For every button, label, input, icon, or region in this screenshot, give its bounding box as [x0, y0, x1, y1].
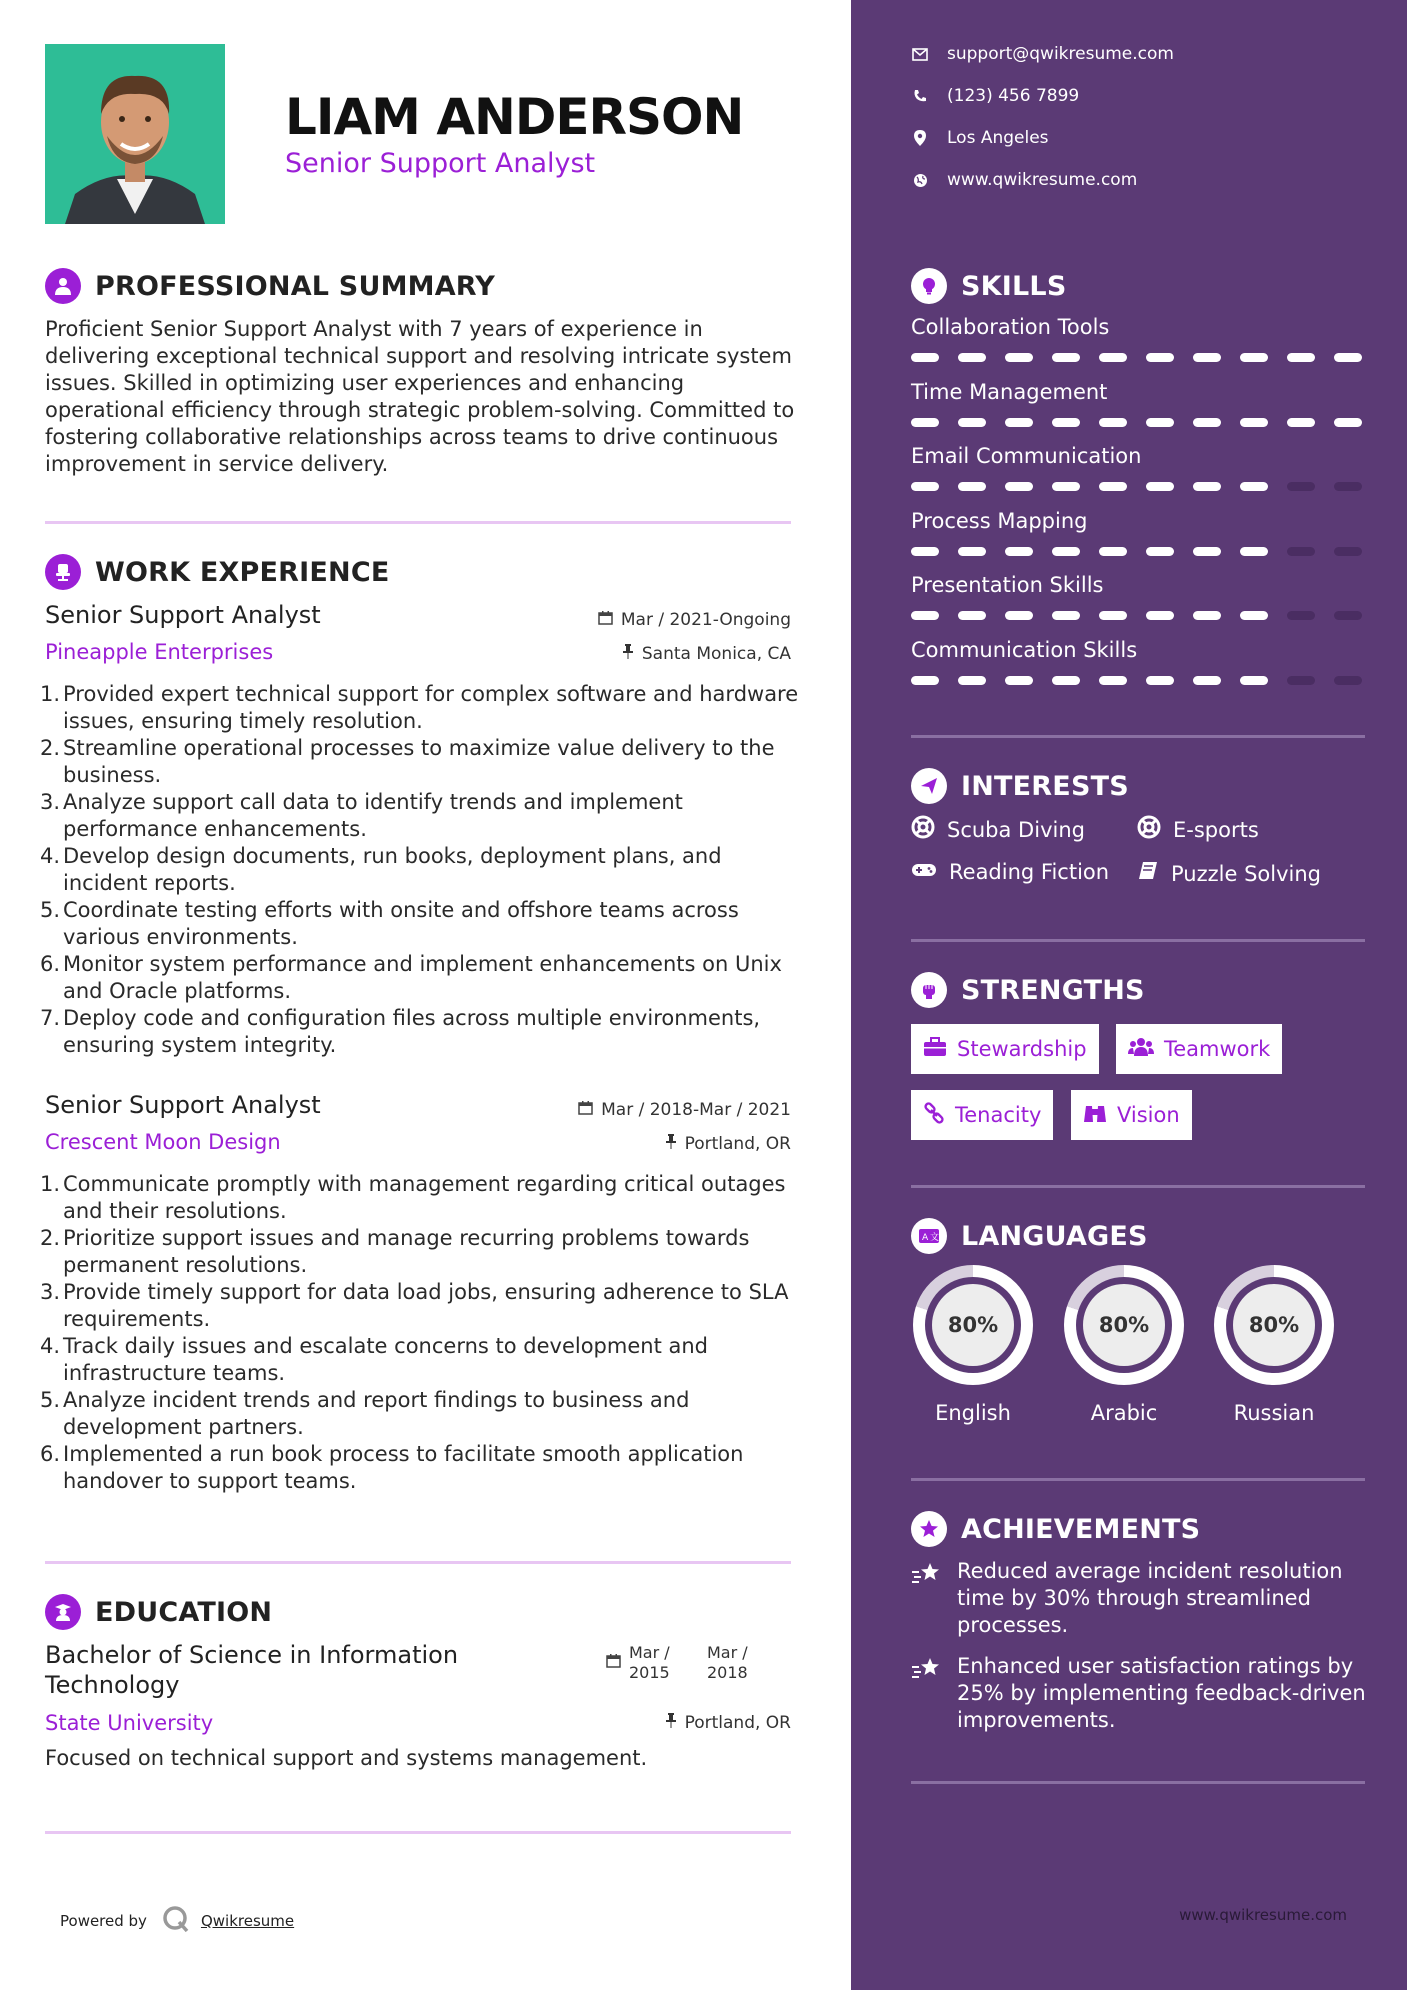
- divider: [911, 735, 1365, 738]
- skill-level-dash: [911, 482, 939, 491]
- start-year: 2015: [629, 1663, 670, 1682]
- skill-level-bar: [911, 547, 1362, 556]
- calendar-icon: [598, 610, 613, 630]
- skill-level-bar: [911, 611, 1362, 620]
- skill-name: Process Mapping: [911, 508, 1088, 533]
- job-bullet: 2. Streamline operational processes to maximize value delivery to the business.: [40, 736, 775, 787]
- job-bullet: 5. Coordinate testing efforts with onsite and offshore teams across various environments.: [40, 898, 739, 949]
- skill-level-dash: [1287, 418, 1315, 427]
- language-percent: 80%: [1083, 1284, 1165, 1366]
- achievements-title: ACHIEVEMENTS: [961, 1513, 1201, 1545]
- skill-level-dash: [1099, 418, 1127, 427]
- sidebar: [851, 0, 1407, 1990]
- education-dates: [606, 1643, 748, 1683]
- divider: [911, 1185, 1365, 1188]
- language-item: [1062, 1265, 1186, 1425]
- job-bullet: 1. Communicate promptly with management regarding critical outages and their resolutions.: [40, 1172, 786, 1223]
- contact-website[interactable]: www.qwikresume.com: [911, 170, 1137, 190]
- calendar-icon: [606, 1643, 621, 1683]
- job-company: Crescent Moon Design: [45, 1130, 281, 1154]
- book-icon: [1137, 860, 1159, 887]
- language-progress-ring: [1064, 1265, 1184, 1385]
- skill-level-dash: [911, 353, 939, 362]
- skill-level-dash: [1005, 482, 1033, 491]
- skill-level-bar: [911, 418, 1362, 427]
- skill-level-dash: [958, 611, 986, 620]
- envelope-icon: [911, 45, 929, 63]
- skill-name: Communication Skills: [911, 637, 1138, 662]
- languages-heading: [911, 1218, 1148, 1254]
- shooting-star-icon: [911, 1558, 943, 1639]
- skill-level-dash: [1287, 676, 1315, 685]
- skill-level-dash: [1099, 611, 1127, 620]
- skill-level-dash: [1334, 547, 1362, 556]
- education-description: Focused on technical support and systems management.: [45, 1746, 648, 1770]
- school: State University: [45, 1711, 214, 1735]
- skill-level-bar: [911, 482, 1362, 491]
- language-name: English: [935, 1401, 1011, 1425]
- skill-level-dash: [911, 611, 939, 620]
- language-percent: 80%: [1233, 1284, 1315, 1366]
- users-icon: [1128, 1037, 1154, 1062]
- language-progress-ring: [913, 1265, 1033, 1385]
- skill-level-dash: [1193, 611, 1221, 620]
- language-icon: [911, 1218, 947, 1254]
- job-bullets: [40, 681, 800, 1059]
- divider: [911, 1781, 1365, 1784]
- globe-icon: [911, 171, 929, 189]
- skill-name: Presentation Skills: [911, 573, 1104, 597]
- job-bullet: 6. Monitor system performance and implement enhancements on Unix and Oracle platforms.: [40, 952, 782, 1003]
- achievement-item: Enhanced user satisfaction ratings by 25% by implementing feedback-driven improvements.: [911, 1653, 1371, 1734]
- skill-level-dash: [1287, 611, 1315, 620]
- svg-text:A: A: [922, 1233, 929, 1243]
- skill-level-dash: [958, 547, 986, 556]
- skill-level-dash: [1334, 611, 1362, 620]
- job-bullet: 2. Prioritize support issues and manage recurring problems towards permanent resolutions.: [40, 1226, 750, 1277]
- skill-level-dash: [1240, 547, 1268, 556]
- skill-level-dash: [1005, 611, 1033, 620]
- skill-level-dash: [958, 676, 986, 685]
- interest-item: Scuba Diving: [911, 815, 1085, 844]
- skill-level-dash: [1193, 547, 1221, 556]
- job-bullet: 3. Provide timely support for data load jobs, ensuring adherence to SLA requirements.: [40, 1280, 789, 1331]
- skill-level-dash: [1193, 482, 1221, 491]
- skill-level-dash: [1240, 418, 1268, 427]
- life-ring-icon: [911, 815, 935, 844]
- job-bullets: [40, 1171, 800, 1495]
- skill-level-dash: [1334, 353, 1362, 362]
- skill-level-dash: [958, 353, 986, 362]
- divider: [45, 1831, 791, 1834]
- language-progress-ring: [1214, 1265, 1334, 1385]
- skill-level-dash: [1287, 353, 1315, 362]
- interests-title: INTERESTS: [961, 770, 1129, 802]
- candidate-name: LIAM ANDERSON: [285, 88, 744, 146]
- skill-level-dash: [1052, 547, 1080, 556]
- fist-icon: [911, 972, 947, 1008]
- strengths-title: STRENGTHS: [961, 974, 1145, 1006]
- strength-tag: Tenacity: [911, 1090, 1053, 1140]
- skill-level-dash: [1240, 482, 1268, 491]
- skill-level-dash: [1146, 676, 1174, 685]
- strength-tag: Vision: [1071, 1090, 1192, 1140]
- skill-level-dash: [958, 418, 986, 427]
- skill-level-dash: [1240, 676, 1268, 685]
- skill-level-dash: [1099, 676, 1127, 685]
- job-location: Santa Monica, CA: [622, 643, 791, 664]
- qwikresume-link[interactable]: Qwikresume: [200, 1912, 295, 1930]
- end-month: Mar /: [707, 1643, 748, 1662]
- skill-level-dash: [911, 676, 939, 685]
- job-bullet: 4. Develop design documents, run books, deployment plans, and incident reports.: [40, 844, 722, 895]
- skill-level-dash: [911, 547, 939, 556]
- skill-level-dash: [1052, 676, 1080, 685]
- star-badge-icon: [911, 1511, 947, 1547]
- candidate-role: Senior Support Analyst: [285, 148, 596, 179]
- skill-level-dash: [1334, 676, 1362, 685]
- skill-name: Email Communication: [911, 444, 1142, 468]
- pin-icon: [665, 1712, 677, 1733]
- divider: [911, 1478, 1365, 1481]
- interest-item: Puzzle Solving: [1137, 860, 1321, 887]
- skills-title: SKILLS: [961, 270, 1067, 302]
- skill-level-dash: [1287, 547, 1315, 556]
- skill-level-dash: [1005, 547, 1033, 556]
- job-company: Pineapple Enterprises: [45, 640, 274, 664]
- language-name: Russian: [1233, 1401, 1315, 1425]
- binoculars-icon: [1083, 1102, 1107, 1129]
- experience-heading: [45, 554, 389, 590]
- language-name: Arabic: [1090, 1401, 1158, 1425]
- job-bullet: 4. Track daily issues and escalate concerns to development and infrastructure teams.: [40, 1334, 708, 1385]
- education-title: EDUCATION: [95, 1596, 273, 1628]
- map-pin-icon: [911, 129, 929, 147]
- job-bullet: 7. Deploy code and configuration files across multiple environments, ensuring system integrity.: [40, 1006, 761, 1057]
- skill-level-dash: [1146, 353, 1174, 362]
- skill-level-dash: [1099, 547, 1127, 556]
- job-title: Senior Support Analyst: [45, 1091, 321, 1119]
- skill-level-dash: [1146, 611, 1174, 620]
- language-item: [1212, 1265, 1336, 1425]
- pin-icon: [665, 1133, 677, 1154]
- footer-url: www.qwikresume.com: [1179, 1906, 1347, 1924]
- summary-title: PROFESSIONAL SUMMARY: [95, 270, 496, 302]
- end-year: 2018: [707, 1663, 748, 1682]
- summary-heading: [45, 268, 495, 304]
- skill-level-dash: [1240, 353, 1268, 362]
- achievements-heading: [911, 1511, 1200, 1547]
- skill-level-dash: [1240, 611, 1268, 620]
- strength-tag: Teamwork: [1116, 1024, 1282, 1074]
- briefcase-icon: [923, 1037, 947, 1062]
- skill-level-dash: [1334, 418, 1362, 427]
- contact-email[interactable]: support@qwikresume.com: [911, 44, 1174, 64]
- job-dates: Mar / 2018-Mar / 2021: [578, 1100, 791, 1120]
- briefcase-chair-icon: [45, 554, 81, 590]
- job-bullet: 6. Implemented a run book process to facilitate smooth application handover to support teams.: [40, 1442, 744, 1493]
- skill-level-dash: [1193, 676, 1221, 685]
- divider: [911, 939, 1365, 942]
- skill-level-dash: [1193, 418, 1221, 427]
- skill-level-dash: [1146, 418, 1174, 427]
- interest-item: E-sports: [1137, 815, 1259, 844]
- life-ring-icon: [1137, 815, 1161, 844]
- job-bullet: 1. Provided expert technical support for complex software and hardware issues, ensuring timely resolution.: [40, 682, 799, 733]
- gamepad-icon: [911, 860, 937, 884]
- job-bullet: 3. Analyze support call data to identify trends and implement performance enhancements.: [40, 790, 683, 841]
- divider: [45, 1561, 791, 1564]
- paper-plane-icon: [911, 768, 947, 804]
- skill-name: Time Management: [911, 379, 1108, 404]
- skill-level-dash: [1334, 482, 1362, 491]
- language-percent: 80%: [932, 1284, 1014, 1366]
- qwikresume-logo-icon: [161, 1904, 191, 1938]
- graduate-icon: [45, 1594, 81, 1630]
- pin-icon: [622, 643, 634, 664]
- skill-level-bar: [911, 353, 1362, 362]
- skill-level-dash: [1052, 611, 1080, 620]
- experience-title: WORK EXPERIENCE: [95, 556, 390, 588]
- strength-tag: Stewardship: [911, 1024, 1099, 1074]
- skill-level-bar: [911, 676, 1362, 685]
- skills-heading: [911, 268, 1066, 304]
- skill-level-dash: [911, 418, 939, 427]
- job-dates: Mar / 2021-Ongoing: [598, 610, 791, 630]
- job-location: Portland, OR: [665, 1133, 791, 1154]
- skill-level-dash: [1193, 353, 1221, 362]
- phone-icon: [911, 87, 929, 105]
- skill-level-dash: [1146, 482, 1174, 491]
- skill-level-dash: [1146, 547, 1174, 556]
- interest-item: Reading Fiction: [911, 860, 1109, 884]
- summary-text: Proficient Senior Support Analyst with 7 years of experience in delivering exceptional technical support and resolving intricate system issues. Skilled in optimizing user experiences and enhancing operational efficiency through strategic problem-solving. Committed to fostering collaborative relationships across teams to drive continuous improvement in service delivery.: [45, 317, 795, 476]
- languages-title: LANGUAGES: [961, 1220, 1148, 1252]
- contact-location: Los Angeles: [911, 128, 1049, 148]
- skill-level-dash: [1099, 482, 1127, 491]
- strengths-heading: [911, 972, 1145, 1008]
- user-icon: [45, 268, 81, 304]
- shooting-star-icon: [911, 1653, 943, 1734]
- calendar-icon: [578, 1100, 593, 1120]
- link-icon: [923, 1102, 945, 1129]
- profile-photo: [45, 44, 225, 224]
- achievement-item: Reduced average incident resolution time by 30% through streamlined processes.: [911, 1558, 1371, 1639]
- divider: [45, 521, 791, 524]
- lightbulb-icon: [911, 268, 947, 304]
- job-title: Senior Support Analyst: [45, 601, 321, 629]
- skill-level-dash: [1099, 353, 1127, 362]
- start-month: Mar /: [629, 1643, 670, 1662]
- skill-level-dash: [1005, 676, 1033, 685]
- skill-level-dash: [1005, 353, 1033, 362]
- interests-heading: [911, 768, 1129, 804]
- skill-level-dash: [1287, 482, 1315, 491]
- skill-level-dash: [1052, 482, 1080, 491]
- education-heading: [45, 1594, 272, 1630]
- job-bullet: 5. Analyze incident trends and report findings to business and development partners.: [40, 1388, 690, 1439]
- skill-level-dash: [1052, 418, 1080, 427]
- degree: Bachelor of Science in Information Technology: [45, 1641, 459, 1699]
- svg-text:文: 文: [930, 1233, 940, 1243]
- powered-by: Powered by Qwikresume: [60, 1904, 294, 1938]
- skill-level-dash: [958, 482, 986, 491]
- skill-level-dash: [1052, 353, 1080, 362]
- skill-level-dash: [1005, 418, 1033, 427]
- language-item: [911, 1265, 1035, 1425]
- education-location: Portland, OR: [665, 1712, 791, 1733]
- skill-name: Collaboration Tools: [911, 315, 1110, 339]
- contact-phone[interactable]: (123) 456 7899: [911, 86, 1079, 106]
